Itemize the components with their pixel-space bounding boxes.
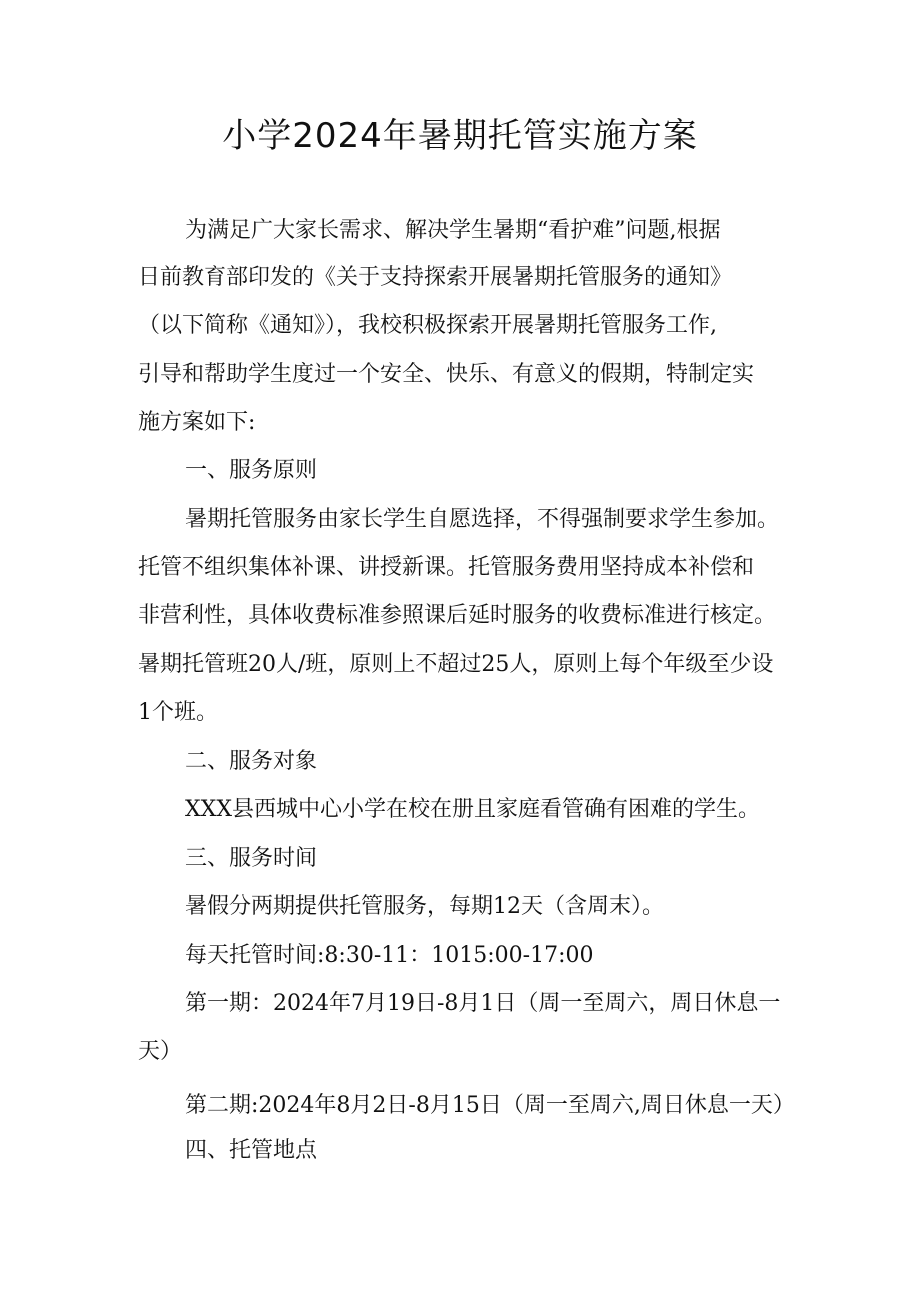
paragraph-line: （以下简称《通知》），我校积极探索开展暑期托管服务工作, [138,313,717,338]
document-title: 小学2024年暑期托管实施方案 [222,116,698,156]
paragraph-line: 施方案如下: [138,410,256,435]
paragraph-line: 为满足广大家长需求、解决学生暑期“看护难”问题,根据 [185,218,721,243]
paragraph-line: 托管不组织集体补课、讲授新课。托管服务费用坚持成本补偿和 [138,555,755,580]
paragraph-line: 引导和帮助学生度过一个安全、快乐、有意义的假期，特制定实 [138,362,755,387]
section-heading: 一、服务原则 [185,458,318,483]
paragraph-line: 每天托管时间:8:30-11：1015:00-17:00 [185,943,594,968]
paragraph-line: 暑期托管班20人/班，原则上不超过25人，原则上每个年级至少设 [138,652,774,677]
paragraph-line: XXX县西城中心小学在校在册且家庭看管确有困难的学生。 [185,797,760,822]
section-heading: 四、托管地点 [185,1138,318,1163]
section-heading: 二、服务对象 [185,749,318,774]
paragraph-line: 暑假分两期提供托管服务，每期12天（含周末）。 [185,894,664,919]
paragraph-line: 1个班。 [138,700,218,725]
paragraph-line: 天） [138,1039,183,1064]
paragraph-line: 非营利性，具体收费标准参照课后延时服务的收费标准进行核定。 [138,603,777,628]
paragraph-line: 第二期:2024年8月2日-8月15日（周一至周六,周日休息一天） [185,1093,795,1118]
paragraph-line: 第一期：2024年7月19日-8月1日（周一至周六，周日休息一 [185,991,781,1016]
section-heading: 三、服务时间 [185,846,318,871]
paragraph-line: 暑期托管服务由家长学生自愿选择，不得强制要求学生参加。 [185,507,780,532]
paragraph-line: 日前教育部印发的《关于支持探索开展暑期托管服务的通知》 [138,265,733,290]
